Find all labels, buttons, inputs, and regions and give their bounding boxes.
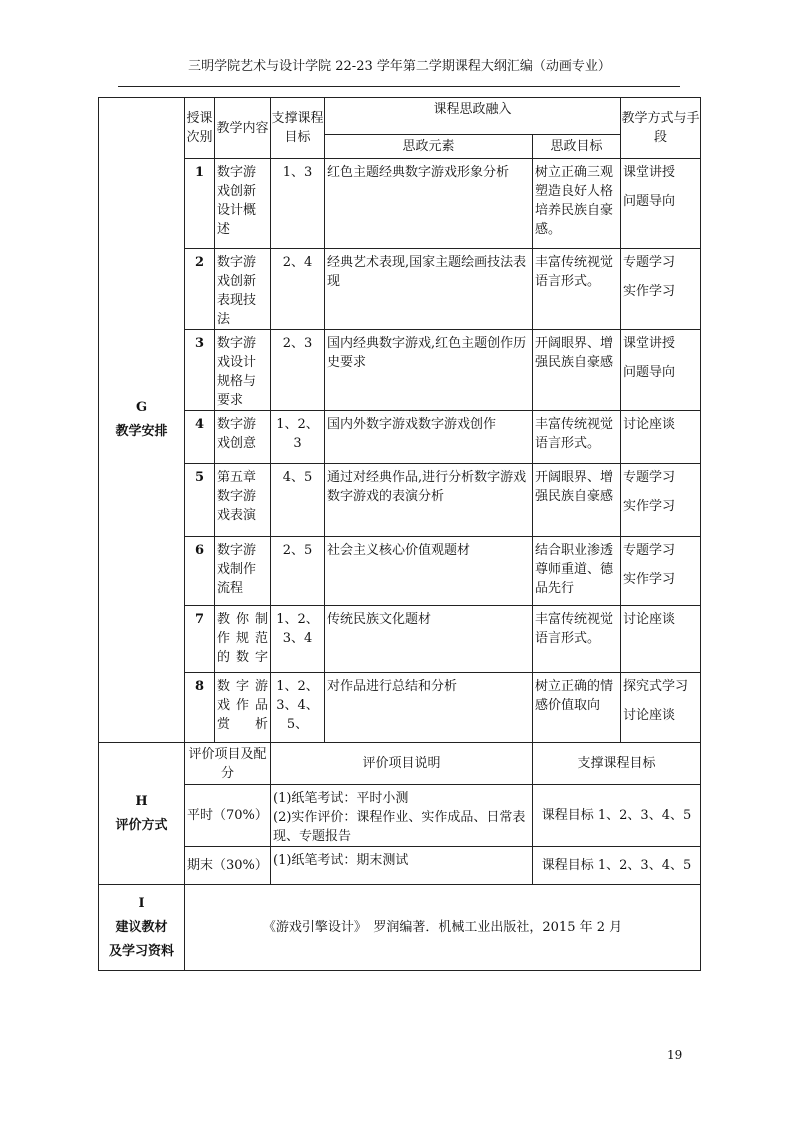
row-content: 第五章数字游戏表演 bbox=[215, 464, 271, 537]
eval-desc bbox=[271, 847, 533, 885]
method-line: 实作学习 bbox=[623, 499, 676, 514]
textbook-reference: 《游戏引擎设计》 罗润编著．机械工业出版社，2015 年 2 月 bbox=[185, 885, 701, 971]
row-number: 2 bbox=[185, 249, 215, 330]
schedule-row bbox=[99, 330, 701, 411]
section-h-label: 评价方式 bbox=[115, 817, 168, 833]
row-goal: 1、2、3、4 bbox=[271, 606, 325, 673]
eval-item-header: 评价项目及配分 bbox=[185, 743, 271, 785]
page-number: 19 bbox=[667, 1048, 683, 1062]
row-number: 8 bbox=[185, 673, 215, 743]
method-line: 讨论座谈 bbox=[623, 417, 676, 432]
row-method bbox=[621, 464, 701, 537]
row-content: 数字游戏设计规格与要求 bbox=[215, 330, 271, 411]
schedule-row bbox=[99, 606, 701, 673]
row-method bbox=[621, 249, 701, 330]
eval-desc bbox=[271, 785, 533, 847]
row-goal: 2、5 bbox=[271, 537, 325, 606]
eval-item: 平时（70%） bbox=[185, 785, 271, 847]
row-element: 红色主题经典数字游戏形象分析 bbox=[325, 159, 533, 249]
row-method bbox=[621, 411, 701, 464]
method-line: 专题学习 bbox=[623, 470, 676, 485]
eval-desc-line: (2)实作评价：课程作业、实作成品、日常表现、专题报告 bbox=[273, 810, 526, 844]
eval-row bbox=[99, 785, 701, 847]
row-goal: 1、2、3、4、5、 bbox=[271, 673, 325, 743]
page-header: 三明学院艺术与设计学院 22-23 学年第二学期课程大纲汇编（动画专业） bbox=[188, 59, 611, 74]
section-g bbox=[99, 98, 185, 743]
schedule-row bbox=[99, 159, 701, 249]
eval-desc-line: (1)纸笔考试：平时小测 bbox=[273, 791, 409, 806]
row-goal: 2、4 bbox=[271, 249, 325, 330]
row-goal: 1、3 bbox=[271, 159, 325, 249]
schedule-row bbox=[99, 249, 701, 330]
row-number: 4 bbox=[185, 411, 215, 464]
section-h-code: H bbox=[135, 793, 148, 809]
section-g-code: G bbox=[135, 400, 148, 415]
schedule-row bbox=[99, 411, 701, 464]
method-line: 专题学习 bbox=[623, 255, 676, 270]
schedule-row bbox=[99, 537, 701, 606]
section-g-label: 教学安排 bbox=[115, 424, 168, 439]
row-target: 开阔眼界、增强民族自豪感 bbox=[533, 330, 621, 411]
row-goal: 4、5 bbox=[271, 464, 325, 537]
row-number: 5 bbox=[185, 464, 215, 537]
section-h bbox=[99, 743, 185, 885]
method-line: 课堂讲授 bbox=[623, 336, 676, 351]
row-target: 丰富传统视觉语言形式。 bbox=[533, 249, 621, 330]
method-line: 讨论座谈 bbox=[623, 708, 676, 723]
col-method-header: 教学方式与手段 bbox=[621, 98, 701, 159]
row-element: 通过对经典作品,进行分析数字游戏数字游戏的表演分析 bbox=[325, 464, 533, 537]
method-line: 问题导向 bbox=[623, 194, 676, 209]
row-number: 6 bbox=[185, 537, 215, 606]
row-method bbox=[621, 159, 701, 249]
row-element: 社会主义核心价值观题材 bbox=[325, 537, 533, 606]
col-content-header: 教学内容 bbox=[215, 98, 271, 159]
row-element: 国内经典数字游戏,红色主题创作历史要求 bbox=[325, 330, 533, 411]
eval-goal-header: 支撑课程目标 bbox=[533, 743, 701, 785]
row-target: 开阔眼界、增强民族自豪感 bbox=[533, 464, 621, 537]
section-i-label: 建议教材 bbox=[115, 919, 168, 935]
method-line: 课堂讲授 bbox=[623, 165, 676, 180]
method-line: 问题导向 bbox=[623, 365, 676, 380]
eval-item: 期末（30%） bbox=[185, 847, 271, 885]
col-goal-header: 支撑课程目标 bbox=[271, 98, 325, 159]
row-content: 数字游戏创意 bbox=[215, 411, 271, 464]
col-session-header: 授课次别 bbox=[185, 98, 215, 159]
row-method bbox=[621, 330, 701, 411]
col-ideology-header: 课程思政融入 bbox=[325, 98, 621, 135]
method-line: 讨论座谈 bbox=[623, 612, 676, 627]
header-rule bbox=[118, 86, 680, 87]
row-content: 数字游戏作品赏析 bbox=[215, 673, 271, 743]
row-content: 教你制作规范的数字 bbox=[215, 606, 271, 673]
row-number: 1 bbox=[185, 159, 215, 249]
row-content: 数字游戏创新表现技法 bbox=[215, 249, 271, 330]
row-element: 国内外数字游戏数字游戏创作 bbox=[325, 411, 533, 464]
eval-desc-line: (1)纸笔考试：期末测试 bbox=[273, 853, 409, 868]
row-target: 丰富传统视觉语言形式。 bbox=[533, 606, 621, 673]
row-number: 3 bbox=[185, 330, 215, 411]
section-i-code: I bbox=[138, 895, 145, 911]
eval-row bbox=[99, 847, 701, 885]
row-element: 传统民族文化题材 bbox=[325, 606, 533, 673]
method-line: 专题学习 bbox=[623, 543, 676, 558]
row-element: 对作品进行总结和分析 bbox=[325, 673, 533, 743]
col-target-header: 思政目标 bbox=[533, 135, 621, 159]
schedule-row bbox=[99, 673, 701, 743]
eval-goal: 课程目标 1、2、3、4、5 bbox=[533, 847, 701, 885]
row-element: 经典艺术表现,国家主题绘画技法表现 bbox=[325, 249, 533, 330]
eval-desc-header: 评价项目说明 bbox=[271, 743, 533, 785]
row-number: 7 bbox=[185, 606, 215, 673]
method-line: 实作学习 bbox=[623, 572, 676, 587]
row-target: 树立正确三观塑造良好人格培养民族自豪感。 bbox=[533, 159, 621, 249]
section-i bbox=[99, 885, 185, 971]
row-target: 丰富传统视觉语言形式。 bbox=[533, 411, 621, 464]
row-target: 结合职业渗透尊师重道、德品先行 bbox=[533, 537, 621, 606]
row-method bbox=[621, 606, 701, 673]
row-method bbox=[621, 537, 701, 606]
eval-goal: 课程目标 1、2、3、4、5 bbox=[533, 785, 701, 847]
method-line: 实作学习 bbox=[623, 284, 676, 299]
row-target: 树立正确的情感价值取向 bbox=[533, 673, 621, 743]
schedule-row bbox=[99, 464, 701, 537]
row-goal: 2、3 bbox=[271, 330, 325, 411]
row-goal: 1、2、3 bbox=[271, 411, 325, 464]
section-i-label: 及学习资料 bbox=[108, 943, 174, 959]
col-element-header: 思政元素 bbox=[325, 135, 533, 159]
row-content: 数字游戏创新设计概述 bbox=[215, 159, 271, 249]
row-method bbox=[621, 673, 701, 743]
method-line: 探究式学习 bbox=[623, 679, 689, 694]
row-content: 数字游戏制作流程 bbox=[215, 537, 271, 606]
syllabus-table bbox=[98, 97, 701, 971]
